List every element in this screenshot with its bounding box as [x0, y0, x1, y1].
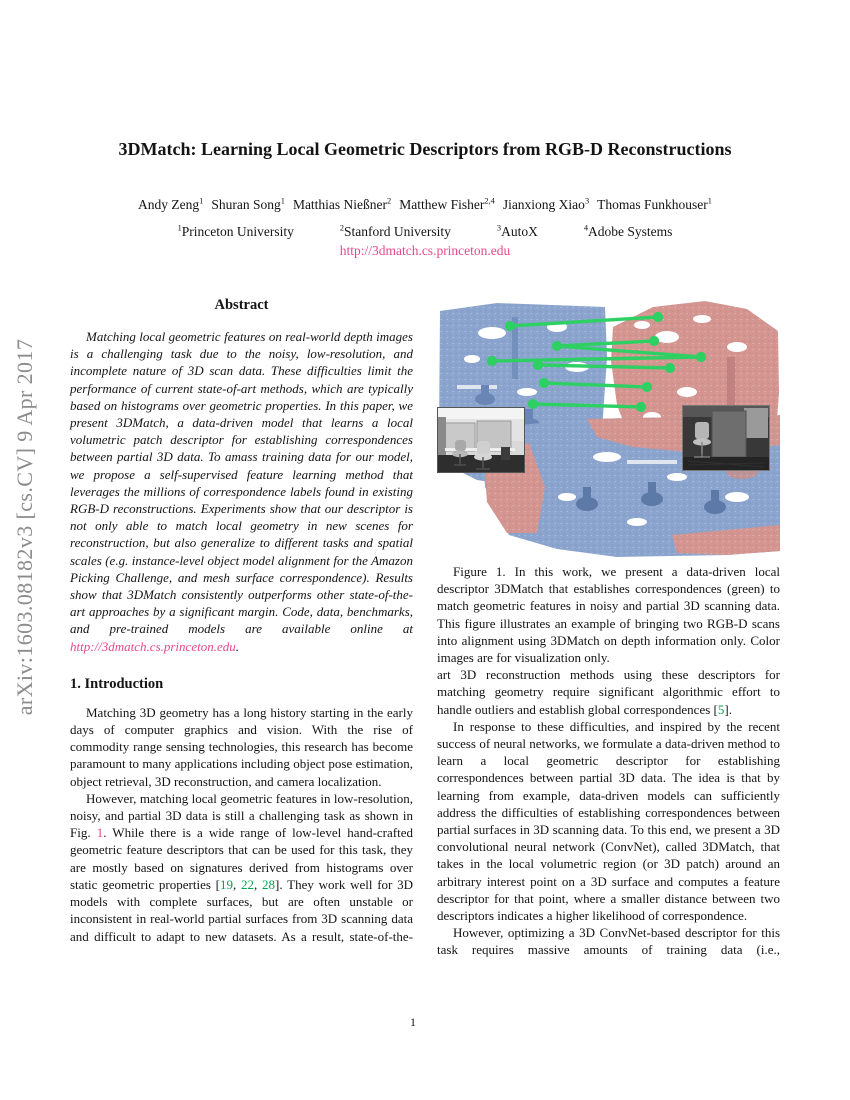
- text-segment: ].: [724, 701, 732, 717]
- author-list: [40, 197, 810, 213]
- cite-link[interactable]: 19: [220, 876, 233, 892]
- text-segment: Princeton University: [181, 224, 294, 239]
- section-heading-introduction: 1. Introduction: [70, 675, 164, 692]
- text-segment: . While there is a wide range of low-level hand-crafted geometric feature descriptors that can be used for this task, they are mostly based on signatures derived from histograms over static geometric properties [: [70, 825, 413, 892]
- project-url-link[interactable]: http://3dmatch.cs.princeton.edu: [339, 243, 511, 258]
- text-segment: 3: [496, 223, 502, 233]
- text-segment: Andy Zeng: [138, 197, 200, 212]
- text-segment: 1: [177, 223, 182, 233]
- text-segment: 1: [280, 196, 285, 206]
- text-segment: art 3D reconstruction methods using these descriptors for matching geometry require significant algorithmic effort to handle outliers and establish global correspondences [: [437, 667, 780, 717]
- url-link[interactable]: http://3dmatch.cs.princeton.edu: [70, 638, 236, 654]
- right-column: [437, 295, 780, 959]
- text-segment: Matthew Fisher: [399, 197, 485, 212]
- body-paragraph-2: In response to these difficulties, and inspired by the recent success of neural networks, we formulate a data-driven method to learn a local geometric descriptor for establishing correspondences between partial 3D data. The idea is that by learning from example, data-driven models can sufficiently address the difficulties of establishing correspondences between partial surfaces in 3D scanning data. To this end, we present a 3D convolutional neural network (ConvNet), called 3DMatch, that takes in the local volumetric region (or 3D patch) around an arbitrary interest point on a 3D surface and computes a feature descriptor for that point, where a smaller distance between two descriptors indicates a higher likelihood of correspondence.: [437, 718, 780, 924]
- intro-paragraph-1: Matching 3D geometry has a long history starting in the early days of computer graphics and vision. With the rise of commodity range sensing technologies, this research has become paramount to many applications including object pose estimation, object retrieval, 3D reconstruction, and camera localization.: [70, 704, 413, 789]
- text-segment: AutoX: [501, 224, 538, 239]
- text-segment: Matching local geometric features on real-world depth images is a challenging task due to the noisy, low-resolution, and incomplete nature of 3D scan data. These difficulties limit the performance of current state-of-art methods, which are typically based on histograms over geometric properties. In this paper, we present 3DMatch, a data-driven model that learns a local volumetric patch descriptor for establishing correspondences between partial 3D data. To amass training data for our model, we propose a self-supervised feature learning method that leverages the millions of correspondence labels found in existing RGB-D reconstructions. Experiments show that our descriptor is not only able to match local geometry in new scenes for reconstruction, but also generalize to different tasks and spatial scales (e.g. instance-level object model alignment for the Amazon Picking Challenge, and mesh surface correspondence). Results show that 3DMatch consistently outperforms other state-of-the-art approaches by a significant margin. Code, data, benchmarks, and pre-trained models are available online at: [70, 329, 413, 637]
- text-segment: ,: [233, 876, 242, 892]
- text-segment: 2,4: [484, 196, 495, 206]
- text-segment: 1: [199, 196, 204, 206]
- text-segment: 1: [707, 196, 712, 206]
- text-segment: However, matching local geometric features in low-resolution, noisy, and partial 3D data is still a challenging task as shown in Fig.: [70, 790, 413, 841]
- text-segment: Stanford University: [344, 224, 451, 239]
- text-segment: 2: [387, 196, 392, 206]
- left-column: [70, 295, 413, 945]
- arxiv-identifier: arXiv:1603.08182v3 [cs.CV] 9 Apr 2017: [12, 338, 37, 716]
- text-segment: Thomas Funkhouser: [597, 197, 708, 212]
- figure-1: [437, 297, 780, 666]
- text-segment: Jianxiong Xiao: [502, 197, 585, 212]
- cite-link[interactable]: 22: [241, 876, 255, 892]
- rgb-inset-right: [683, 406, 770, 471]
- text-segment: Shuran Song: [211, 197, 281, 212]
- text-segment: 4: [583, 223, 589, 233]
- page-number: 1: [410, 1015, 416, 1029]
- rgb-inset-left: [438, 408, 525, 473]
- text-segment: .: [235, 638, 239, 654]
- abstract-paragraph: [70, 328, 413, 655]
- text-segment: 3: [584, 196, 590, 206]
- text-segment: Matthias Nießner: [292, 197, 388, 212]
- text-segment: ,: [254, 876, 263, 892]
- intro-paragraph-2: [70, 790, 413, 945]
- affiliation-list: [40, 224, 810, 240]
- figure1-caption: Figure 1. In this work, we present a data-driven local descriptor 3DMatch that establishes correspondences (green) to match geometric features in noisy and partial 3D scanning data. This figure illustrates an example of bringing two RGB-D scans into alignment using 3DMatch on depth information only. Color images are for visualization only.: [437, 564, 780, 666]
- figure1-image: [437, 297, 780, 559]
- ref-link[interactable]: 1: [96, 825, 104, 841]
- paper-title: 3DMatch: Learning Local Geometric Descriptors from RGB-D Reconstructions: [118, 139, 732, 159]
- body-paragraph-continuation: [437, 666, 780, 718]
- cite-link[interactable]: 28: [262, 876, 276, 892]
- text-segment: Adobe Systems: [588, 224, 673, 239]
- text-segment: ]. They work well for 3D models with complete surfaces, but are often unstable or inconsistent in real-world partial surfaces from 3D scanning data and difficult to adapt to new datasets. As a result, state-of-the-: [70, 876, 414, 944]
- abstract-heading: Abstract: [214, 297, 269, 313]
- cite-link[interactable]: 5: [717, 701, 725, 717]
- body-paragraph-3: However, optimizing a 3D ConvNet-based descriptor for this task requires massive amounts of training data (i.e.,: [437, 925, 780, 958]
- text-segment: 2: [339, 223, 345, 233]
